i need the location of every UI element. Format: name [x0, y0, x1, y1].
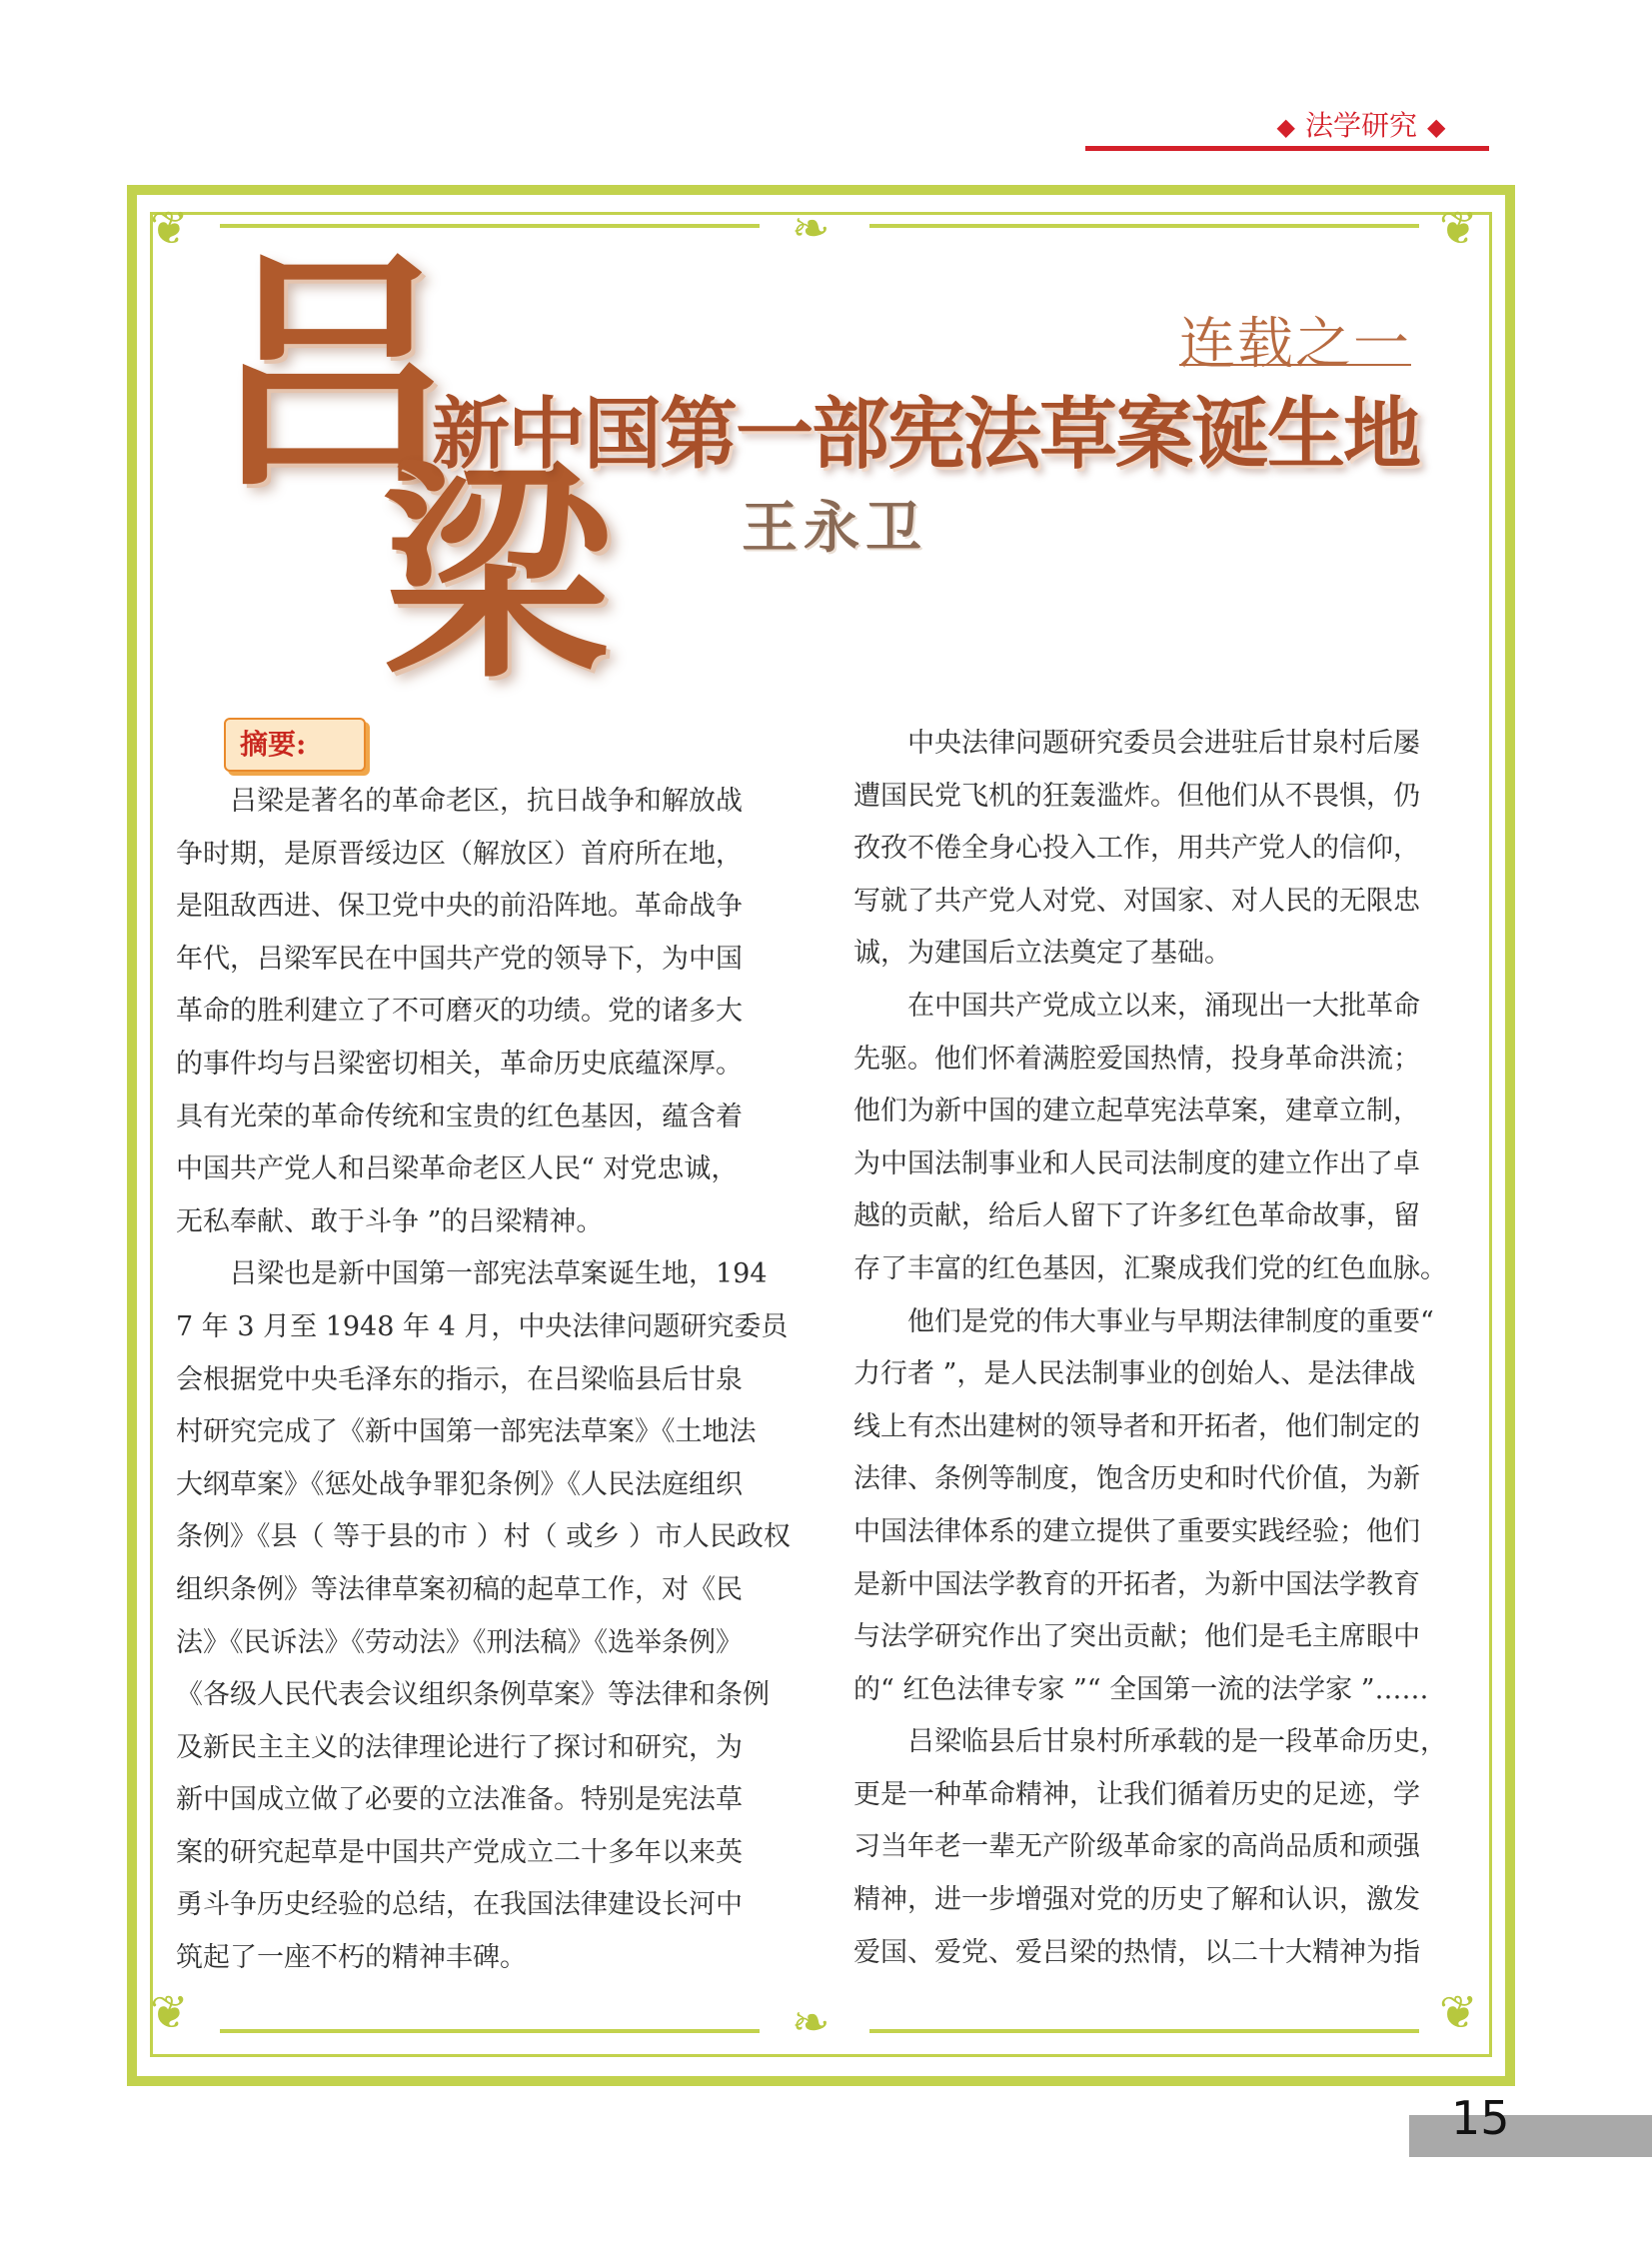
corner-ornament-icon: ❦	[1439, 1985, 1478, 2039]
text-line: 是阻敌西进、保卫党中央的前沿阵地。革命战争	[176, 891, 743, 923]
text-line: 与法学研究作出了突出贡献；他们是毛主席眼中	[853, 1621, 1420, 1653]
text-line: 线上有杰出建树的领导者和开拓者，他们制定的	[853, 1410, 1420, 1442]
section-label: 法学研究	[1304, 109, 1417, 142]
text-line: 新中国成立做了必要的立法准备。特别是宪法草	[176, 1784, 743, 1816]
body-column-right	[853, 718, 1483, 1979]
text-line: 的“ 红色法律专家 ”“ 全国第一流的法学家 ”……	[853, 1673, 1429, 1705]
text-line: 他们为新中国的建立起草宪法草案，建章立制，	[853, 1096, 1420, 1127]
text-line: 更是一种革命精神，让我们循着历史的足迹，学	[853, 1778, 1420, 1810]
page-number: 15	[1451, 2091, 1510, 2145]
text-line: 是新中国法学教育的开拓者，为新中国法学教育	[853, 1568, 1420, 1600]
running-header	[1231, 104, 1491, 144]
abstract-label: 摘要:	[224, 718, 366, 772]
text-line: 勇斗争历史经验的总结，在我国法律建设长河中	[176, 1889, 743, 1921]
text-line: 及新民主主义的法律理论进行了探讨和研究，为	[176, 1731, 743, 1763]
text-line: 他们是党的伟大事业与早期法律制度的重要“	[907, 1305, 1434, 1337]
text-line: 吕梁也是新中国第一部宪法草案诞生地，194	[230, 1258, 768, 1290]
text-line: 条例》《县（ 等于县的市 ）村（ 或乡 ）市人民政权	[176, 1521, 791, 1553]
text-line: 中央法律问题研究委员会进驻后甘泉村后屡	[907, 728, 1420, 759]
center-ornament-icon: ❧	[792, 1995, 830, 2049]
corner-ornament-icon: ❦	[150, 1985, 189, 2039]
text-line: 大纲草案》《惩处战争罪犯条例》《人民法庭组织	[176, 1468, 743, 1500]
text-line: 习当年老一辈无产阶级革命家的高尚品质和顽强	[853, 1831, 1420, 1863]
title-big-char: 吕	[208, 229, 458, 520]
page-number-bar	[1409, 2115, 1652, 2157]
text-line: 会根据党中央毛泽东的指示，在吕梁临县后甘泉	[176, 1363, 743, 1395]
article-title: 新中国第一部宪法草案诞生地	[432, 390, 1420, 480]
text-line: 7 年 3 月至 1948 年 4 月，中央法律问题研究委员	[176, 1310, 789, 1342]
title-big-char: 梁	[382, 443, 613, 710]
text-line: 诚，为建国后立法奠定了基础。	[853, 938, 1231, 970]
ornament-rule	[869, 2029, 1419, 2033]
diamond-icon: ◆	[1427, 113, 1446, 141]
text-line: 年代，吕梁军民在中国共产党的领导下，为中国	[176, 943, 743, 975]
text-line: 争时期，是原晋绥边区（解放区）首府所在地，	[176, 838, 743, 870]
corner-ornament-icon: ❦	[150, 201, 189, 255]
text-line: 无私奉献、敢于斗争 ”的吕梁精神。	[176, 1205, 604, 1237]
text-line: 具有光荣的革命传统和宝贵的红色基因，蕴含着	[176, 1101, 743, 1132]
text-line: 为中国法制事业和人民司法制度的建立作出了卓	[853, 1147, 1420, 1179]
ornament-rule	[869, 224, 1419, 228]
ornament-rule	[220, 2029, 760, 2033]
ornament-rule	[220, 224, 760, 228]
corner-ornament-icon: ❦	[1439, 201, 1478, 255]
text-line: 《各级人民代表会议组织条例草案》等法律和条例	[176, 1679, 770, 1711]
text-line: 案的研究起草是中国共产党成立二十多年以来英	[176, 1836, 743, 1868]
text-line: 法律、条例等制度，饱含历史和时代价值，为新	[853, 1463, 1420, 1495]
text-line: 组织条例》等法律草案初稿的起草工作，对《民	[176, 1573, 743, 1605]
series-label: 连载之一	[1179, 312, 1411, 377]
text-line: 孜孜不倦全身心投入工作，用共产党人的信仰，	[853, 833, 1420, 865]
text-line: 吕梁是著名的革命老区，抗日战争和解放战	[230, 786, 743, 817]
text-line: 的事件均与吕梁密切相关，革命历史底蕴深厚。	[176, 1048, 743, 1080]
text-line: 中国共产党人和吕梁革命老区人民“ 对党忠诚，	[176, 1153, 739, 1185]
header-rule	[1085, 146, 1489, 151]
body-column-left	[176, 776, 800, 1985]
text-line: 存了丰富的红色基因，汇聚成我们党的红色血脉。	[853, 1252, 1447, 1284]
text-line: 革命的胜利建立了不可磨灭的功绩。党的诸多大	[176, 996, 743, 1028]
text-line: 力行者 ”，是人民法制事业的创始人、是法律战	[853, 1358, 1416, 1390]
text-line: 遭国民党飞机的狂轰滥炸。但他们从不畏惧，仍	[853, 780, 1420, 812]
text-line: 中国法律体系的建立提供了重要实践经验；他们	[853, 1515, 1420, 1547]
text-line: 先驱。他们怀着满腔爱国热情，投身革命洪流；	[853, 1043, 1420, 1075]
text-line: 村研究完成了《新中国第一部宪法草案》《土地法	[176, 1416, 757, 1448]
text-line: 法》《民诉法》《劳动法》《刑法稿》《选举条例》	[176, 1626, 743, 1658]
text-line: 吕梁临县后甘泉村所承载的是一段革命历史，	[907, 1726, 1447, 1758]
text-line: 写就了共产党人对党、对国家、对人民的无限忠	[853, 885, 1420, 917]
text-line: 筑起了一座不朽的精神丰碑。	[176, 1942, 527, 1974]
text-line: 越的贡献，给后人留下了许多红色革命故事，留	[853, 1200, 1420, 1232]
text-line: 爱国、爱党、爱吕梁的热情，以二十大精神为指	[853, 1936, 1420, 1968]
author-name: 王永卫	[742, 495, 927, 561]
text-line: 在中国共产党成立以来，涌现出一大批革命	[907, 990, 1420, 1022]
center-ornament-icon: ❧	[792, 201, 830, 255]
text-line: 精神，进一步增强对党的历史了解和认识，激发	[853, 1884, 1420, 1916]
diamond-icon: ◆	[1276, 113, 1295, 141]
